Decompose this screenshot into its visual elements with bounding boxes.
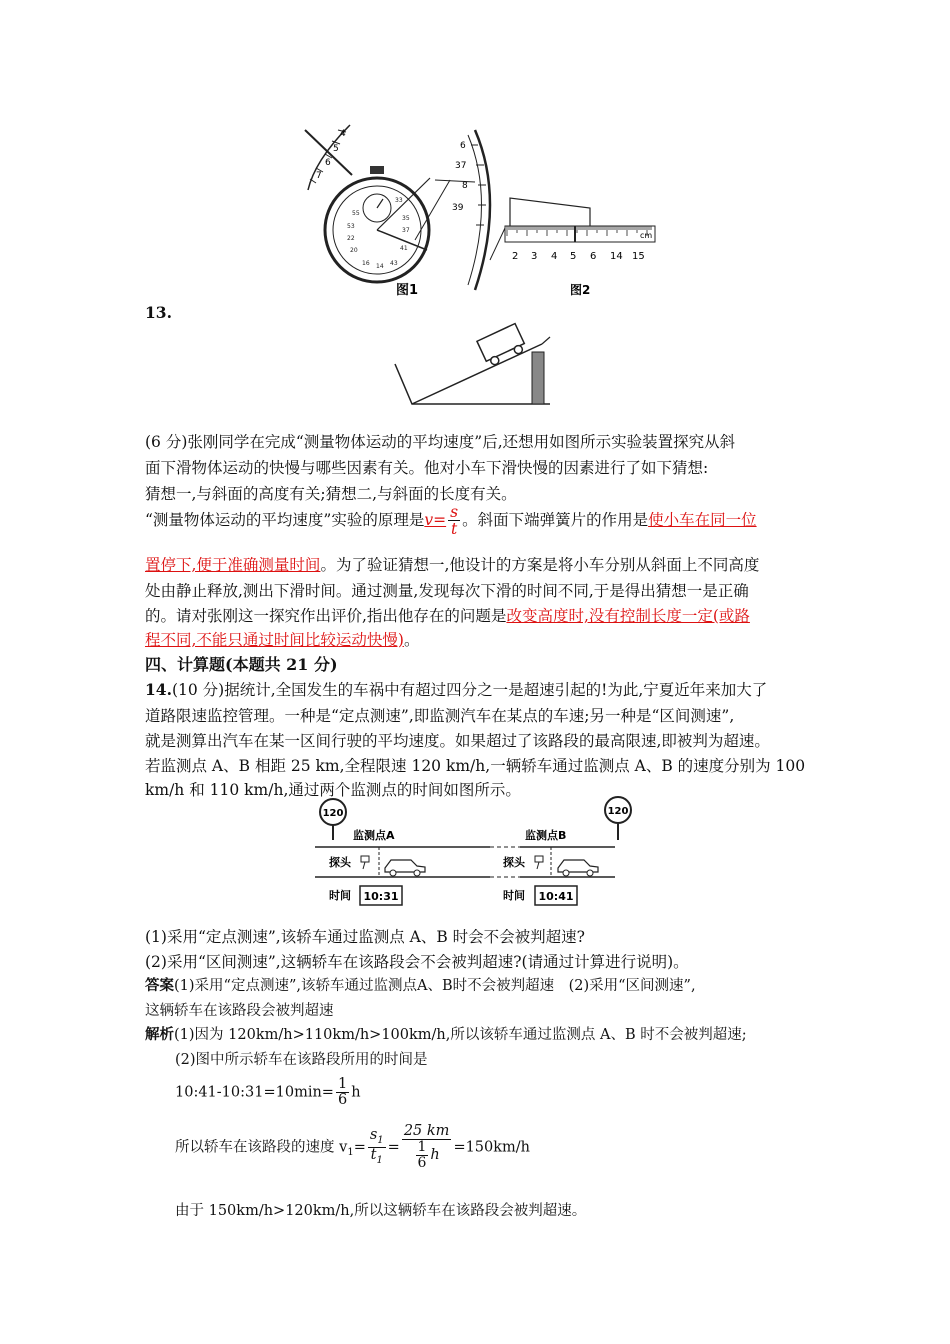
- q13-line-8: 程不同,不能只通过时间比较运动快慢)。: [145, 631, 420, 649]
- car-icon: [558, 860, 598, 876]
- answer-problem-part1: 改变高度时,没有控制长度一定(或路: [506, 607, 750, 625]
- figure-stopwatch-ruler: [290, 120, 670, 310]
- svg-text:14: 14: [376, 263, 384, 270]
- dial-label: 6: [460, 141, 466, 151]
- svg-text:43: 43: [390, 260, 398, 267]
- ruler-label: 14: [610, 251, 623, 262]
- q14-sub-1: (1)采用“定点测速”,该轿车通过监测点 A、B 时会不会被判超速?: [145, 928, 585, 946]
- q13-text-line-2: 面下滑物体运动的快慢与哪些因素有关。他对小车下滑快慢的因素进行了如下猜想:: [145, 459, 709, 477]
- q14-line-5: km/h 和 110 km/h,通过两个监测点的时间如图所示。: [145, 781, 521, 799]
- speed-sign-b: 120: [607, 806, 629, 817]
- speed-calculation: 所以轿车在该路段的速度 $v_1=$ $\frac{s_1}{t_1}$ = 25 km $\frac{1}{6}$ h =150km/h: [175, 1123, 531, 1171]
- dial-label: 37: [455, 161, 467, 171]
- figure-1-caption: 图1: [396, 283, 419, 298]
- point-a-label: 监测点A: [353, 829, 395, 842]
- time-calculation: 10:41-10:31=10min= $\frac{1}{6}$ h: [175, 1076, 361, 1109]
- figure-2-caption: 图2: [570, 283, 591, 297]
- scale-label: 4: [340, 129, 346, 139]
- time-value-b: 10:41: [538, 890, 574, 903]
- svg-text:53: 53: [347, 223, 355, 230]
- ruler-unit: cm: [640, 231, 653, 240]
- point-b-label: 监测点B: [525, 829, 567, 842]
- question-13-number: 13.: [145, 303, 172, 322]
- svg-text:16: 16: [362, 260, 370, 267]
- q13-principle-line: [145, 504, 757, 538]
- time-value-a: 10:31: [363, 890, 399, 903]
- ruler-label: 15: [632, 251, 645, 262]
- answer-problem-part2: 程不同,不能只通过时间比较运动快慢): [145, 631, 404, 649]
- section-title: 四、计算题(本题共 21 分): [145, 655, 338, 674]
- dial-label: 39: [452, 203, 464, 213]
- q13-text-line-3: 猜想一,与斜面的高度有关;猜想二,与斜面的长度有关。: [145, 485, 517, 503]
- probe-label-a: 探头: [329, 856, 351, 869]
- principle-mid: 。斜面下端弹簧片的作用是: [462, 510, 649, 529]
- q14-conclusion: 由于 150km/h>120km/h,所以这辆轿车在该路段会被判超速。: [175, 1203, 587, 1219]
- scale-label: 6: [325, 158, 331, 168]
- q14-sub-2: (2)采用“区间测速”,这辆轿车在该路段会不会被判超速?(请通过计算进行说明)。: [145, 953, 689, 971]
- probe-label-b: 探头: [503, 856, 525, 869]
- car-icon: [385, 860, 425, 876]
- ruler-label: 4: [551, 251, 558, 262]
- q14-answer: 答案(1)采用“定点测速”,该轿车通过监测点A、B时不会被判超速 (2)采用“区间测速”,: [145, 977, 696, 994]
- scale-label: 7: [316, 171, 322, 181]
- answer-spring-part1: 使小车在同一位: [648, 510, 757, 529]
- q14-line-4: 若监测点 A、B 相距 25 km,全程限速 120 km/h,一辆轿车通过监测点 A、B 的速度分别为 100: [145, 757, 806, 775]
- ruler-label: 2: [512, 251, 519, 262]
- svg-text:22: 22: [347, 235, 355, 242]
- dial-label: 8: [462, 181, 468, 191]
- q14-answer-2: 这辆轿车在该路段会被判超速: [145, 1003, 334, 1019]
- svg-text:20: 20: [350, 247, 358, 254]
- q14-line-2: 道路限速监控管理。一种是“定点测速”,即监测汽车在某点的车速;另一种是“区间测速”,: [145, 707, 735, 725]
- principle-formula: v= $\frac{s}{t}$: [424, 503, 459, 539]
- q13-text-line-1: (6 分)张刚同学在完成“测量物体运动的平均速度”后,还想用如图所示实验装置探究从斜: [145, 433, 736, 451]
- scale-label: 5: [333, 144, 339, 154]
- q14-line-3: 就是测算出汽车在某一区间行驶的平均速度。如果超过了该路段的最高限速,即被判为超速。: [145, 732, 770, 750]
- ruler-label: 6: [590, 251, 597, 262]
- svg-text:41: 41: [400, 245, 408, 252]
- time-label-b: 时间: [503, 889, 525, 902]
- q13-line-5: 置停下,便于准确测量时间。为了验证猜想一,他设计的方案是将小车分别从斜面上不同高度: [145, 556, 760, 574]
- ruler-label: 5: [570, 251, 577, 262]
- q14-analysis-2: (2)图中所示轿车在该路段所用的时间是: [175, 1052, 428, 1068]
- speed-monitor-figure: [315, 795, 645, 910]
- answer-spring-part2: 置停下,便于准确测量时间: [145, 556, 321, 574]
- q13-line-7: 的。请对张刚这一探究作出评价,指出他存在的问题是改变高度时,没有控制长度一定(或路: [145, 607, 750, 625]
- incline-figure: [390, 322, 560, 410]
- ruler-label: 3: [531, 251, 538, 262]
- svg-text:55: 55: [352, 210, 360, 217]
- speed-sign-a: 120: [322, 808, 344, 819]
- principle-prefix: “测量物体运动的平均速度”实验的原理是: [145, 510, 425, 529]
- q13-line-6: 处由静止释放,测出下滑时间。通过测量,发现每次下滑的时间不同,于是得出猜想一是正确: [145, 582, 749, 600]
- svg-text:33: 33: [395, 197, 403, 204]
- q14-line-1: 14.(10 分)据统计,全国发生的车祸中有超过四分之一是超速引起的!为此,宁夏近年来加大了: [145, 680, 768, 699]
- svg-text:37: 37: [402, 227, 410, 234]
- q14-analysis-1: 解析(1)因为 120km/h>110km/h>100km/h,所以该轿车通过监测点 A、B 时不会被判超速;: [145, 1026, 747, 1043]
- svg-text:35: 35: [402, 215, 410, 222]
- time-label-a: 时间: [329, 889, 351, 902]
